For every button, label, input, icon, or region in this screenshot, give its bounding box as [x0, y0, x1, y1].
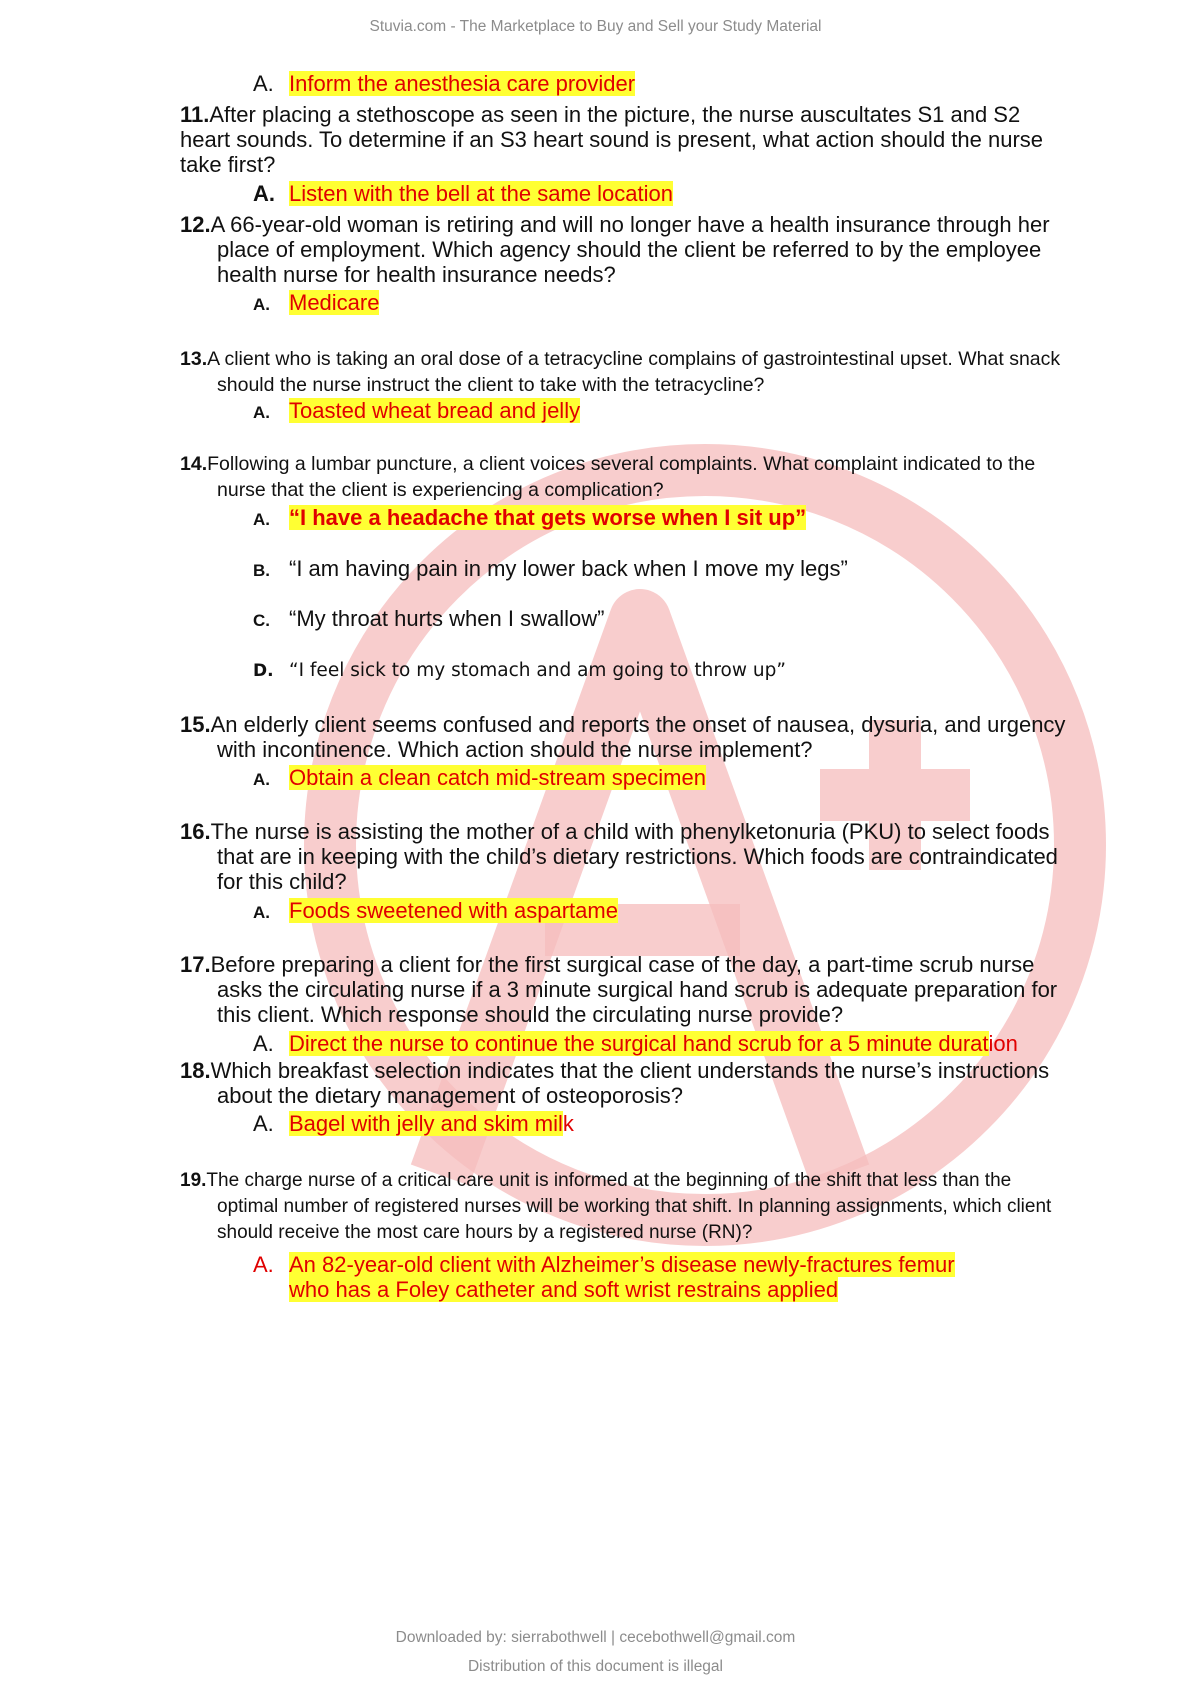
option-text: “I am having pain in my lower back when I move my legs” — [289, 556, 848, 581]
answer-18 — [253, 1111, 574, 1136]
answer-letter: A. — [253, 1252, 274, 1277]
question-14 — [180, 451, 1073, 503]
answer-text-end: k — [562, 1111, 574, 1136]
answer-text: Direct the nurse to continue the surgical hand scrub for a 5 minute durat — [289, 1031, 989, 1056]
answer-letter: A. — [253, 1111, 274, 1136]
question-number: 11. — [180, 102, 210, 127]
question-13 — [180, 346, 1073, 398]
answer-text: Toasted wheat bread and jelly — [289, 398, 581, 423]
question-number: 12. — [180, 212, 211, 237]
question-12 — [180, 212, 1073, 287]
question-15 — [180, 712, 1073, 762]
question-text: A client who is taking an oral dose of a tetracycline complains of gastrointestinal upset. What snack should the nurse instruct the client to take with the tetracycline? — [207, 348, 1061, 396]
question-number: 19. — [180, 1170, 207, 1191]
answer-text-end: ion — [988, 1031, 1018, 1056]
answer-letter: A. — [253, 71, 274, 96]
footer-distribution-notice: Distribution of this document is illegal — [467, 1658, 723, 1675]
answer-text: Inform the anesthesia care provider — [289, 71, 636, 96]
question-text: The charge nurse of a critical care unit is informed at the beginning of the shift that less than the optimal number of registered nurses will be working that shift. In planning assignments, which client should receive the most care hours by a registered nurse (RN)? — [206, 1170, 1052, 1243]
option-c — [253, 606, 604, 633]
option-letter: C. — [253, 611, 270, 630]
answer-19 — [253, 1252, 1073, 1302]
answer-13 — [253, 398, 580, 425]
option-b — [253, 556, 848, 583]
question-number: 13. — [180, 348, 208, 370]
question-number: 18. — [180, 1058, 211, 1083]
question-text: Following a lumbar puncture, a client voices several complaints. What complaint indicated to the nurse that the client is experiencing a complication? — [207, 453, 1036, 501]
question-18 — [180, 1058, 1073, 1108]
question-number: 16. — [180, 819, 211, 844]
question-number: 15. — [180, 712, 211, 737]
answer-text: Obtain a clean catch mid-stream specimen — [289, 765, 706, 790]
question-11 — [180, 102, 1073, 177]
answer-12 — [253, 290, 379, 317]
question-text: Before preparing a client for the first surgical case of the day, a part-time scrub nurse asks the circulating nurse if a 3 minute surgical hand scrub is adequate preparation for this client. Which response should the circulating nurse provide? — [210, 952, 1058, 1027]
prev-answer — [253, 71, 635, 96]
answer-text: Listen with the bell at the same location — [289, 181, 674, 206]
answer-text: Foods sweetened with aspartame — [289, 898, 618, 923]
question-19 — [180, 1168, 1073, 1246]
question-text: Which breakfast selection indicates that the client understands the nurse’s instructions about the dietary management of osteoporosis? — [210, 1058, 1050, 1108]
site-header: Stuvia.com - The Marketplace to Buy and Sell your Study Material — [369, 18, 822, 35]
question-17 — [180, 952, 1073, 1027]
option-letter: B. — [253, 561, 270, 580]
footer-downloaded-by: Downloaded by: sierrabothwell | cecebothwell@gmail.com — [395, 1629, 796, 1646]
answer-text: Medicare — [289, 290, 380, 315]
answer-letter: A. — [253, 181, 275, 206]
answer-text-line-1: An 82-year-old client with Alzheimer’s disease newly-fractures femur — [289, 1252, 955, 1277]
answer-11 — [253, 181, 673, 206]
question-text: After placing a stethoscope as seen in the picture, the nurse auscultates S1 and S2 heart sounds. To determine if an S3 heart sound is present, what action should the nurse take first? — [180, 102, 1044, 177]
option-text: “I feel sick to my stomach and am going to throw up” — [289, 660, 786, 681]
question-text: The nurse is assisting the mother of a child with phenylketonuria (PKU) to select foods that are in keeping with the child’s dietary restrictions. Which foods are contraindicated for this child? — [210, 819, 1058, 894]
answer-letter: A. — [253, 403, 270, 422]
question-text: A 66-year-old woman is retiring and will no longer have a health insurance through her place of employment. Which agency should the client be referred to by the employee health nurse for health insurance needs? — [210, 212, 1050, 287]
answer-letter: A. — [253, 510, 270, 529]
answer-text: Bagel with jelly and skim mil — [289, 1111, 563, 1136]
answer-17 — [253, 1031, 1018, 1056]
question-number: 17. — [180, 952, 211, 977]
option-letter: D. — [253, 661, 274, 681]
option-d — [253, 658, 786, 684]
answer-text-line-2: who has a Foley catheter and soft wrist restrains applied — [289, 1277, 839, 1302]
option-text: “My throat hurts when I swallow” — [289, 606, 605, 631]
answer-letter: A. — [253, 295, 270, 314]
answer-letter: A. — [253, 1031, 274, 1056]
answer-16 — [253, 898, 618, 925]
answer-letter: A. — [253, 770, 270, 789]
question-16 — [180, 819, 1073, 894]
question-text: An elderly client seems confused and reports the onset of nausea, dysuria, and urgency with incontinence. Which action should the nurse implement? — [210, 712, 1066, 762]
question-number: 14. — [180, 453, 208, 475]
answer-14 — [253, 505, 806, 532]
answer-letter: A. — [253, 903, 270, 922]
answer-text: “I have a headache that gets worse when I sit up” — [289, 505, 807, 530]
answer-15 — [253, 765, 706, 792]
